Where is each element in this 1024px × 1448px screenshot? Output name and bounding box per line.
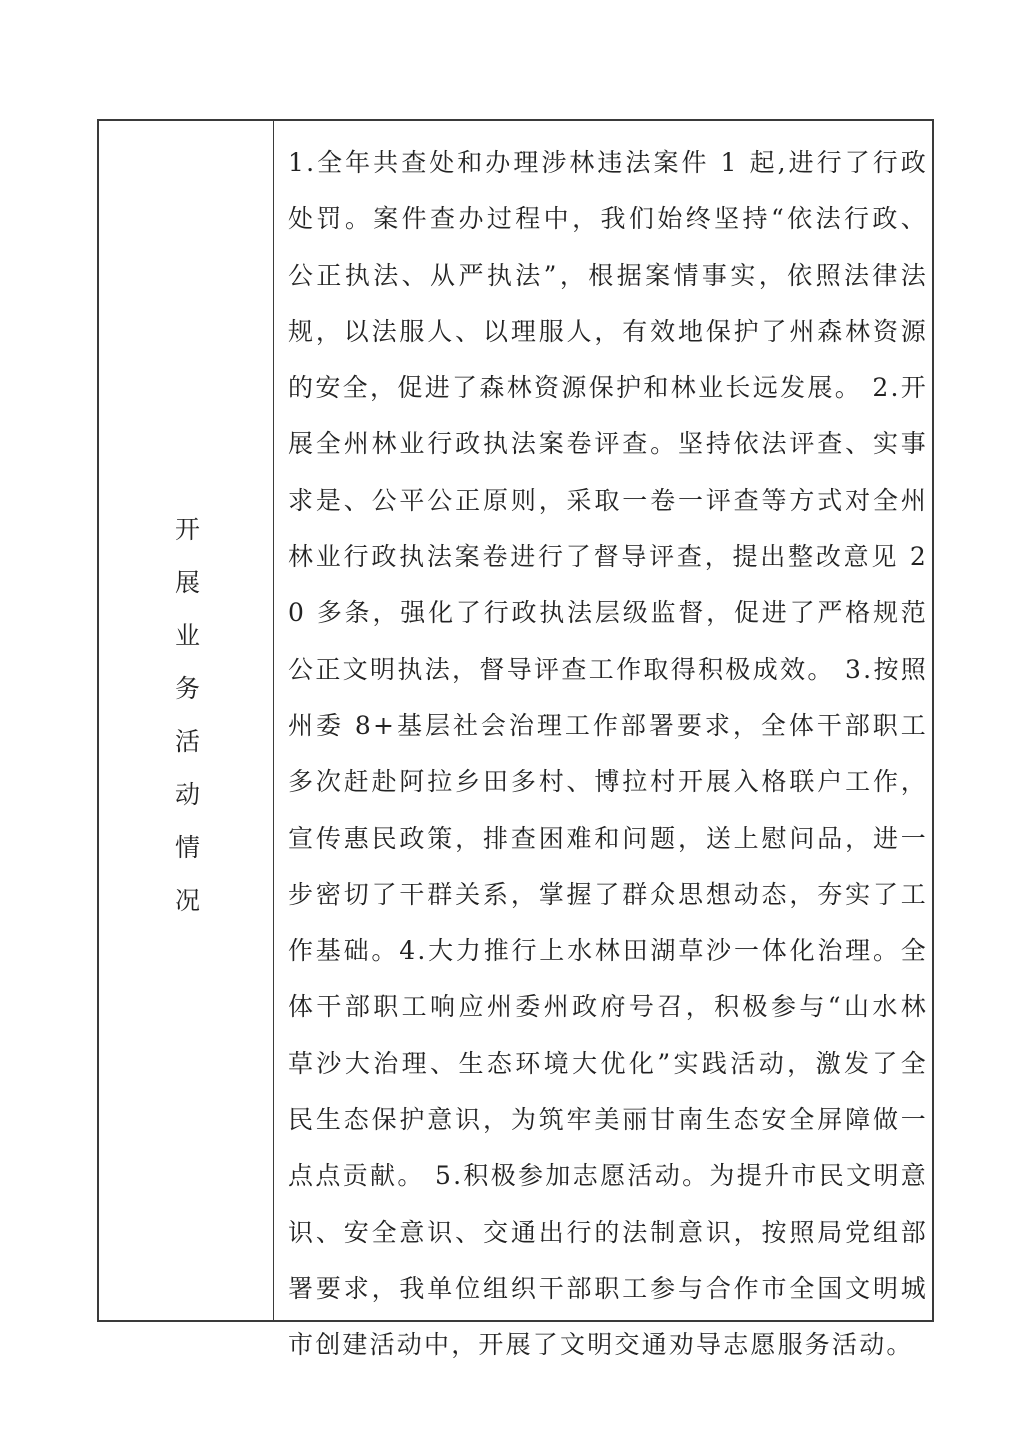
activities-description: 1.全年共查处和办理涉林违法案件 1 起,进行了行政处罚。案件查办过程中，我们始终坚持“依法行政、公正执法、从严执法”，根据案情事实，依照法律法规，以法服人、以理服人，有效地保护了州森林资源的安全，促进了森林资源保护和林业长远发展。 2.开展全州林业行政执法案卷评查。坚持依法评查、实事求是、公平公正原则，采取一卷一评查等方式对全州林业行政执法案卷进行了督导评查，提出整改意见 20 多条，强化了行政执法层级监督，促进了严格规范公正文明执法，督导评查工作取得积极成效。 3.按照州委 8+基层社会治理工作部署要求，全体干部职工多次赶赴阿拉乡田多村、博拉村开展入格联户工作，宣传惠民政策，排查困难和问题，送上慰问品，进一步密切了干群关系，掌握了群众思想动态，夯实了工作基础。4.大力推行上水林田湖草沙一体化治理。全体干部职工响应州委州政府号召，积极参与“山水林草沙大治理、生态环境大优化”实践活动，激发了全民生态保护意识，为筑牢美丽甘南生态安全屏障做一点点贡献。 5.积极参加志愿活动。为提升市民文明意识、安全意识、交通出行的法制意识，按照局党组部署要求，我单位组织干部职工参与合作市全国文明城市创建活动中，开展了文明交通劝导志愿服务活动。 [288, 148, 928, 1360]
content-cell [274, 121, 932, 1360]
label-cell [99, 121, 274, 1320]
row-label: 开展业务活动情况 [171, 515, 201, 940]
activities-table [97, 119, 934, 1360]
